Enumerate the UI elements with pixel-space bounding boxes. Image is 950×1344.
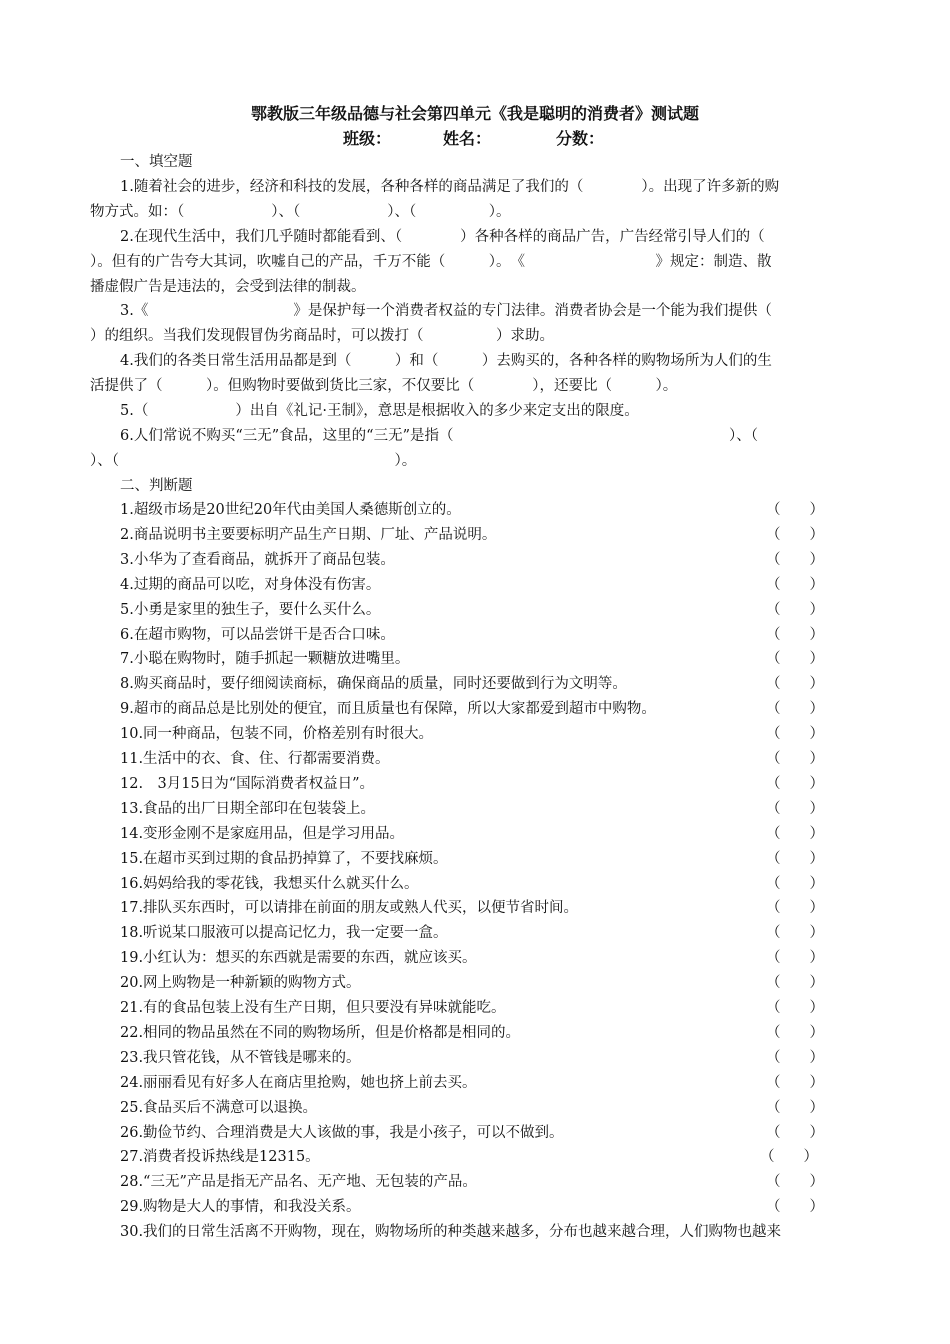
- fill-line: 物方式。如：（ ）、（ ）、（ ）。: [90, 204, 511, 220]
- fill-line: 1.随着社会的进步，经济和科技的发展，各种各样的商品满足了我们的（ ）。出现了许多新的购: [120, 179, 780, 195]
- answer-parens: （ ）: [766, 676, 824, 692]
- judge-item-text: 5.小勇是家里的独生子，要什么买什么。: [120, 602, 381, 618]
- judge-item-text: 19.小红认为：想买的东西就是需要的东西，就应该买。: [120, 950, 477, 966]
- answer-parens: （ ）: [766, 651, 824, 667]
- judge-item-text: 11.生活中的衣、食、住、行都需要消费。: [120, 751, 390, 767]
- judge-item-text: 20.网上购物是一种新颖的购物方式。: [120, 975, 361, 991]
- judge-item-text: 9.超市的商品总是比别处的便宜，而且质量也有保障，所以大家都爱到超市中购物。: [120, 701, 656, 717]
- fill-line: 3.《 》是保护每一个消费者权益的专门法律。消费者协会是一个能为我们提供（: [120, 303, 772, 319]
- judge-item-text: 21.有的食品包装上没有生产日期，但只要没有异味就能吃。: [120, 1000, 506, 1016]
- answer-parens: （ ）: [766, 1000, 824, 1016]
- judge-item-text: 30.我们的日常生活离不开购物，现在，购物场所的种类越来越多，分布也越来越合理，人们购物也越来: [120, 1224, 782, 1240]
- judge-item-text: 26.勤俭节约、合理消费是大人该做的事，我是小孩子，可以不做到。: [120, 1125, 564, 1141]
- judge-item-text: 13.食品的出厂日期全部印在包装袋上。: [120, 801, 376, 817]
- answer-parens: （ ）: [766, 826, 824, 842]
- judge-item-text: 8.购买商品时，要仔细阅读商标，确保商品的质量，同时还要做到行为文明等。: [120, 676, 627, 692]
- fill-line: 活提供了（ ）。但购物时要做到货比三家，不仅要比（ ），还要比（ ）。: [90, 378, 678, 394]
- answer-parens: （ ）: [766, 975, 824, 991]
- judge-item-text: 7.小聪在购物时，随手抓起一颗糖放进嘴里。: [120, 651, 410, 667]
- answer-parens: （ ）: [766, 527, 824, 543]
- fill-line: 5.（ ）出自《礼记·王制》，意思是根据收入的多少来定支出的限度。: [120, 403, 639, 419]
- fill-section-heading: 一、填空题: [120, 154, 193, 170]
- answer-parens: （ ）: [766, 900, 824, 916]
- judge-item-text: 1.超级市场是20世纪20年代由美国人桑德斯创立的。: [120, 502, 461, 518]
- answer-parens: （ ）: [766, 627, 824, 643]
- fill-line: ）的组织。当我们发现假冒伪劣商品时，可以拨打（ ）求助。: [90, 328, 554, 344]
- fill-line: 4.我们的各类日常生活用品都是到（ ）和（ ）去购买的，各种各样的购物场所为人们的生: [120, 353, 772, 369]
- judge-item-text: 27.消费者投诉热线是12315。: [120, 1149, 320, 1165]
- class-label: 班级：: [343, 129, 392, 148]
- fill-line: 2.在现代生活中，我们几乎随时都能看到、（ ）各种各样的商品广告，广告经常引导人们的（: [120, 229, 765, 245]
- judge-item-text: 14.变形金刚不是家庭用品，但是学习用品。: [120, 826, 405, 842]
- judge-item-text: 17.排队买东西时，可以请排在前面的朋友或熟人代买，以便节省时间。: [120, 900, 579, 916]
- judge-item-text: 16.妈妈给我的零花钱，我想买什么就买什么。: [120, 876, 419, 892]
- judge-item-text: 28.“三无”产品是指无产品名、无产地、无包装的产品。: [120, 1174, 477, 1190]
- judge-item-text: 23.我只管花钱，从不管钱是哪来的。: [120, 1050, 361, 1066]
- page-title: 鄂教版三年级品德与社会第四单元《我是聪明的消费者》测试题: [250, 104, 699, 123]
- judge-item-text: 15.在超市买到过期的食品扔掉算了，不要找麻烦。: [120, 851, 448, 867]
- answer-parens: （ ）: [766, 876, 824, 892]
- answer-parens: （ ）: [766, 602, 824, 618]
- header-fields: [0, 128, 950, 150]
- answer-parens: （ ）: [766, 552, 824, 568]
- judge-section-heading: 二、判断题: [120, 478, 193, 494]
- judge-item-text: 24.丽丽看见有好多人在商店里抢购，她也挤上前去买。: [120, 1075, 477, 1091]
- fill-line: 播虚假广告是违法的，会受到法律的制裁。: [90, 279, 366, 295]
- name-label: 姓名：: [443, 129, 492, 148]
- answer-parens: （ ）: [766, 1199, 824, 1215]
- answer-parens: （ ）: [766, 751, 824, 767]
- answer-parens: （ ）: [766, 1125, 824, 1141]
- answer-parens: （ ）: [766, 726, 824, 742]
- fill-line: 6.人们常说不购买“三无”食品，这里的“三无”是指（ ）、（: [120, 428, 758, 444]
- answer-parens: （ ）: [766, 776, 824, 792]
- answer-parens: （ ）: [766, 701, 824, 717]
- answer-parens: （ ）: [766, 1075, 824, 1091]
- answer-parens: （ ）: [766, 1025, 824, 1041]
- score-label: 分数：: [556, 129, 605, 148]
- answer-parens: （ ）: [766, 1100, 824, 1116]
- judge-item-text: 10.同一种商品，包装不同，价格差别有时很大。: [120, 726, 434, 742]
- judge-item-text: 25.食品买后不满意可以退换。: [120, 1100, 318, 1116]
- answer-parens: （ ）: [766, 925, 824, 941]
- answer-parens: （ ）: [766, 950, 824, 966]
- answer-parens: （ ）: [766, 801, 824, 817]
- judge-item-text: 3.小华为了查看商品，就拆开了商品包装。: [120, 552, 395, 568]
- answer-parens: （ ）: [766, 502, 824, 518]
- answer-parens: （ ）: [766, 1050, 824, 1066]
- judge-item-text: 4.过期的商品可以吃，对身体没有伤害。: [120, 577, 381, 593]
- answer-parens: （ ）: [760, 1149, 818, 1165]
- answer-parens: （ ）: [766, 1174, 824, 1190]
- judge-item-text: 22.相同的物品虽然在不同的购物场所，但是价格都是相同的。: [120, 1025, 521, 1041]
- fill-line: ）、（ ）。: [90, 453, 417, 469]
- judge-item-text: 6.在超市购物，可以品尝饼干是否合口味。: [120, 627, 395, 643]
- answer-parens: （ ）: [766, 577, 824, 593]
- answer-parens: （ ）: [766, 851, 824, 867]
- fill-line: ）。但有的广告夸大其词，吹嘘自己的产品，千万不能（ ）。 《 》规定：制造、散: [90, 254, 772, 270]
- judge-item-text: 29.购物是大人的事情，和我没关系。: [120, 1199, 361, 1215]
- judge-item-text: 18.听说某口服液可以提高记忆力，我一定要一盒。: [120, 925, 448, 941]
- judge-item-text: 2.商品说明书主要要标明产品生产日期、厂址、产品说明。: [120, 527, 497, 543]
- judge-item-text: 12. 3月15日为“国际消费者权益日”。: [120, 776, 375, 792]
